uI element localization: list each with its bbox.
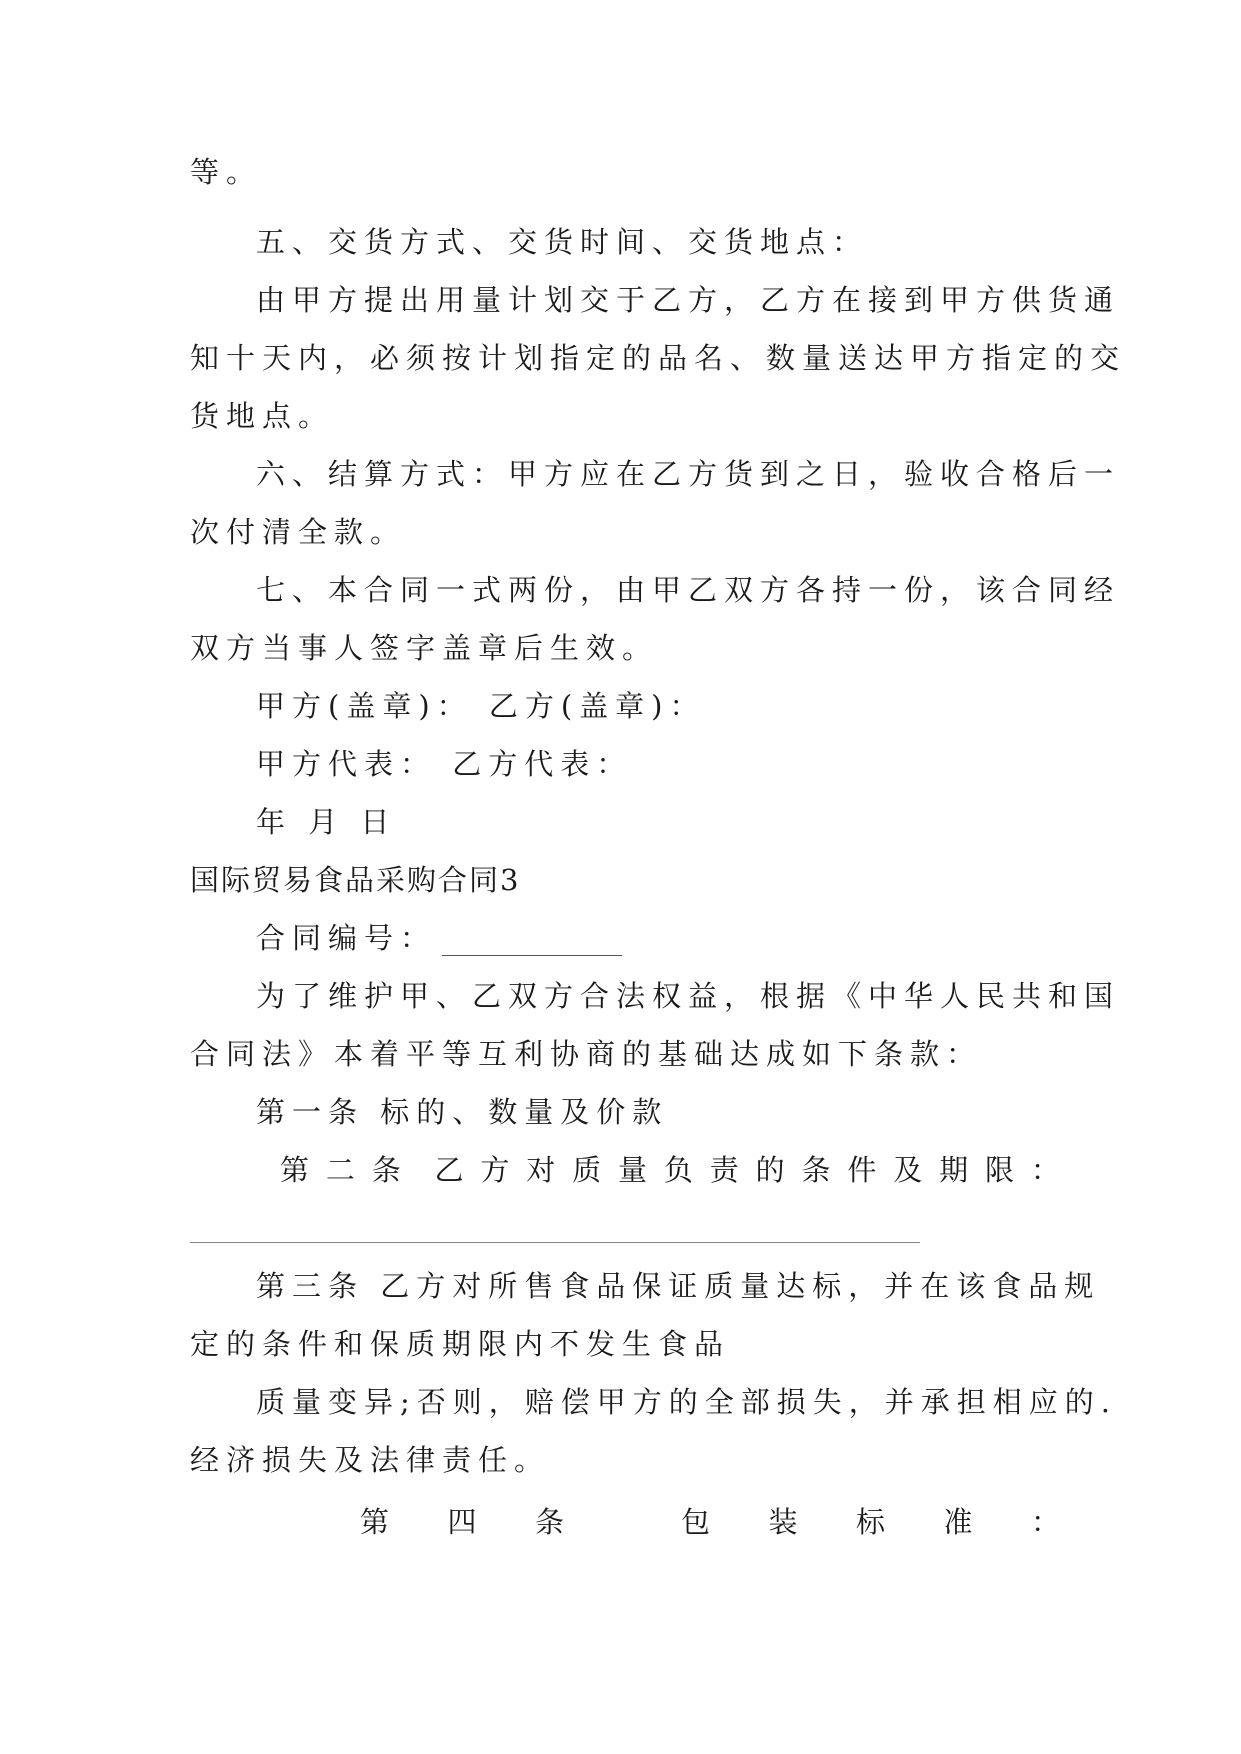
text-line: 次付清全款。 [190,515,407,549]
heading-char: 件 [847,1153,877,1187]
heading-char: 及 [893,1153,923,1187]
heading-char: 包 [680,1505,710,1539]
heading-char: ： [1030,1505,1060,1539]
heading-char: 负 [663,1153,693,1187]
heading-char: 二 [325,1153,355,1187]
contract-number-blank [442,925,622,956]
article-2-heading [280,1150,1060,1190]
text-line: 定的条件和保质期限内不发生食品 [190,1327,731,1361]
article-1-heading: 第一条 标的、数量及价款 [256,1095,669,1129]
heading-char: 的 [755,1153,785,1187]
signature-rep-line: 甲方代表： 乙方代表： [256,747,633,781]
heading-char: 准 [943,1505,973,1539]
heading-char: ： [1030,1153,1060,1187]
text-line: 为了维护甲、乙双方合法权益，根据《中华人民共和国 [256,979,1121,1013]
heading-char: 方 [480,1153,510,1187]
heading-char: 质 [572,1153,602,1187]
contract-number-label: 合同编号： [256,921,437,955]
text-line: 质量变异;否则，赔偿甲方的全部损失，并承担相应的. [256,1385,1117,1419]
heading-char: 四 [447,1505,477,1539]
heading-char: 责 [709,1153,739,1187]
heading-char: 期 [939,1153,969,1187]
heading-char: 装 [768,1505,798,1539]
text-line: 等。 [190,155,263,189]
article-4-heading [360,1502,1060,1542]
contract-number-line [256,918,1126,958]
text-line: 经济损失及法律责任。 [190,1443,551,1477]
text-line: 知十天内，必须按计划指定的品名、数量送达甲方指定的交 [190,341,1127,375]
text-line: 双方当事人签字盖章后生效。 [190,631,659,665]
fill-in-rule [190,1242,920,1243]
signature-seal-line: 甲方(盖章)： 乙方(盖章)： [256,689,706,723]
signature-date-line: 年 月 日 [256,805,397,839]
heading-char: 条 [801,1153,831,1187]
heading-char: 第 [280,1153,310,1187]
text-line: 合同法》本着平等互利协商的基础达成如下条款： [190,1037,983,1071]
heading-char: 限 [984,1153,1014,1187]
section-heading-copies: 七、本合同一式两份，由甲乙双方各持一份，该合同经 [256,573,1121,607]
heading-char: 条 [371,1153,401,1187]
heading-char: 条 [535,1505,565,1539]
text-line: 货地点。 [190,399,335,433]
contract-title: 国际贸易食品采购合同3 [190,863,521,897]
heading-char: 量 [617,1153,647,1187]
section-heading-settlement: 六、结算方式：甲方应在乙方货到之日，验收合格后一 [256,457,1121,491]
heading-char: 第 [360,1505,390,1539]
heading-char: 对 [526,1153,556,1187]
heading-char: 标 [855,1505,885,1539]
text-line: 由甲方提出用量计划交于乙方，乙方在接到甲方供货通 [256,283,1121,317]
section-heading-delivery: 五、交货方式、交货时间、交货地点： [256,225,869,259]
heading-char: 乙 [434,1153,464,1187]
article-3-heading: 第三条 乙方对所售食品保证质量达标，并在该食品规 [256,1269,1101,1303]
